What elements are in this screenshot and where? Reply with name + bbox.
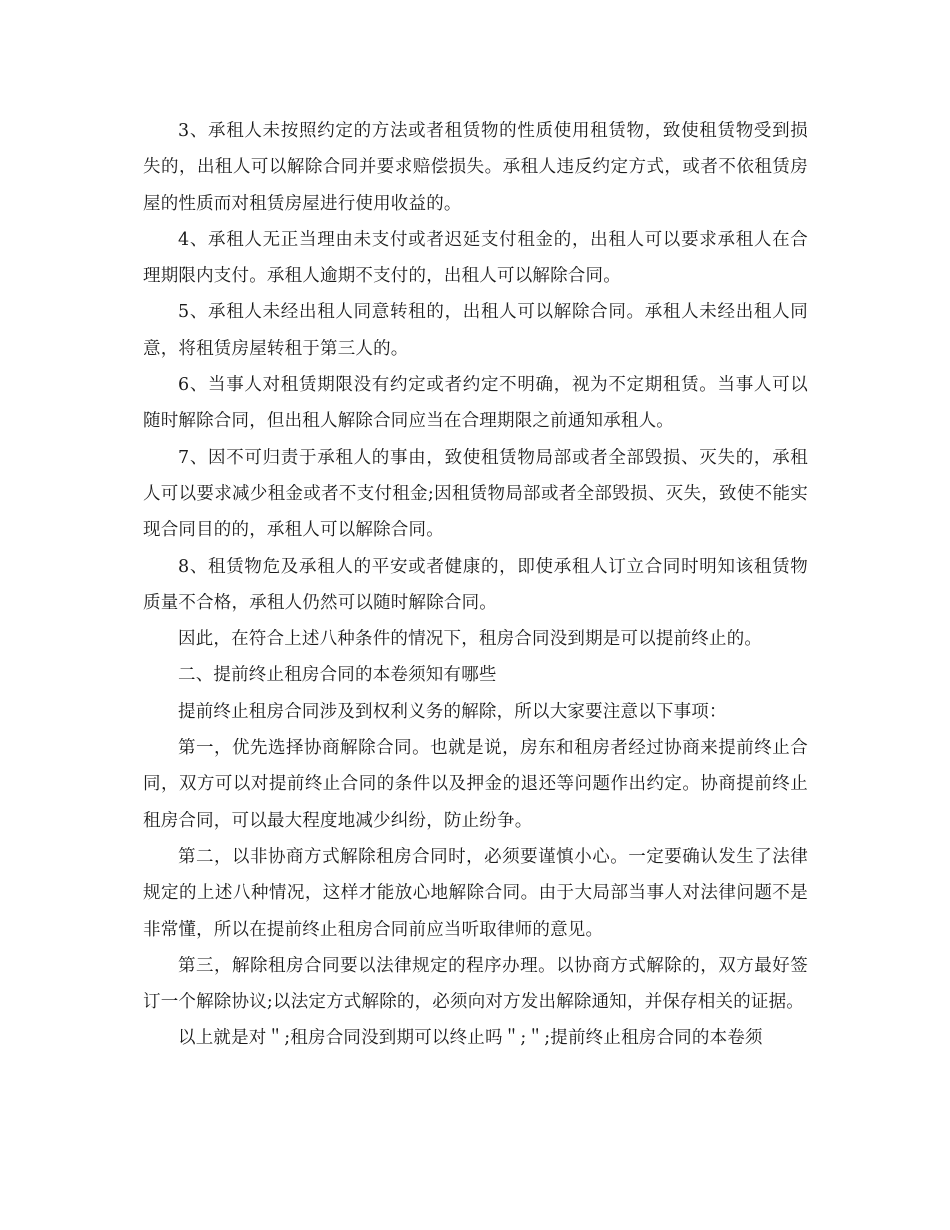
- paragraph-clause-4: 4、承租人无正当理由未支付或者迟延支付租金的，出租人可以要求承租人在合理期限内支付。承租人逾期不支付的，出租人可以解除合同。: [143, 229, 808, 287]
- paragraph-conclusion: 因此，在符合上述八种条件的情况下，租房合同没到期是可以提前终止的。: [178, 629, 763, 650]
- paragraph-second: 第二，以非协商方式解除租房合同时，必须要谨慎小心。一定要确认发生了法律规定的上述八种情况，这样才能放心地解除合同。由于大局部当事人对法律问题不是非常懂，所以在提前终止租房合同前应当听取律师的意见。: [143, 846, 808, 940]
- paragraph-clause-5: 5、承租人未经出租人同意转租的，出租人可以解除合同。承租人未经出租人同意，将租赁房屋转租于第三人的。: [143, 302, 808, 359]
- document-body: [143, 113, 808, 1057]
- paragraph-first: 第一，优先选择协商解除合同。也就是说，房东和租房者经过协商来提前终止合同，双方可以对提前终止合同的条件以及押金的退还等问题作出约定。协商提前终止租房合同，可以最大程度地减少纠纷，防止纷争。: [143, 738, 808, 831]
- paragraph-clause-8: 8、租赁物危及承租人的平安或者健康的，即使承租人订立合同时明知该租赁物质量不合格，承租人仍然可以随时解除合同。: [143, 556, 808, 613]
- paragraph-intro: 提前终止租房合同涉及到权利义务的解除，所以大家要注意以下事项：: [178, 701, 727, 722]
- paragraph-summary: 以上就是对＂;租房合同没到期可以终止吗＂;＂;提前终止租房合同的本卷须: [178, 1028, 763, 1049]
- paragraph-third: 第三，解除租房合同要以法律规定的程序办理。以协商方式解除的，双方最好签订一个解除协议;以法定方式解除的，必须向对方发出解除通知，并保存相关的证据。: [143, 955, 808, 1013]
- paragraph-clause-7: 7、因不可归责于承租人的事由，致使租赁物局部或者全部毁损、灭失的，承租人可以要求减少租金或者不支付租金;因租赁物局部或者全部毁损、灭失，致使不能实现合同目的的，承租人可以解除合同。: [143, 447, 808, 541]
- section-heading-2: 二、提前终止租房合同的本卷须知有哪些: [178, 665, 497, 686]
- paragraph-clause-3: 3、承租人未按照约定的方法或者租赁物的性质使用租赁物，致使租赁物受到损失的，出租人可以解除合同并要求赔偿损失。承租人违反约定方式，或者不依租赁房屋的性质而对租赁房屋进行使用收益的。: [143, 121, 808, 214]
- paragraph-clause-6: 6、当事人对租赁期限没有约定或者约定不明确，视为不定期租赁。当事人可以随时解除合同，但出租人解除合同应当在合理期限之前通知承租人。: [143, 375, 808, 432]
